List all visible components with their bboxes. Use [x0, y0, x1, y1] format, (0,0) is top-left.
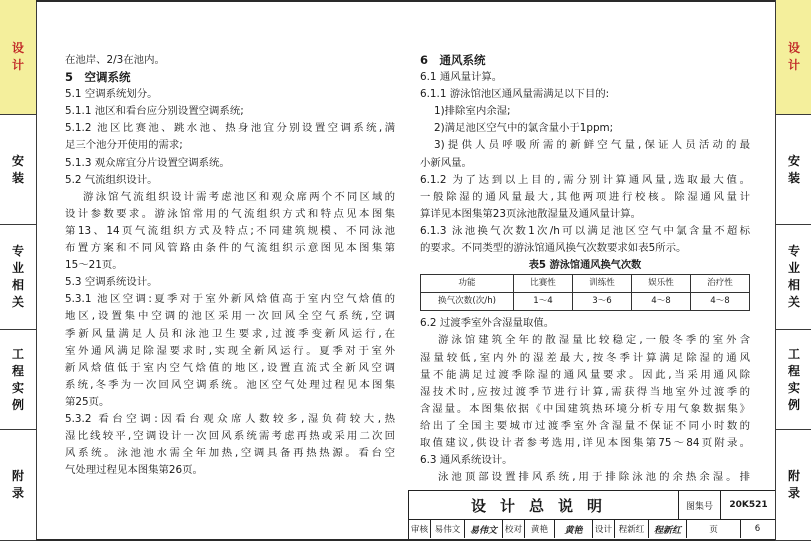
table-cell: 功能: [421, 275, 514, 293]
text-line: 5.1.1 池区和看台应分别设置空调系统;: [65, 105, 244, 118]
text-line: 风系统。泳池池水需全年加热,空调具备再热热源。看台空: [65, 447, 395, 460]
text-line: 算详见本图集第23页泳池散湿量及通风量计算。: [420, 207, 642, 220]
right-tab-3[interactable]: [776, 330, 811, 430]
titleblock-cell: 黄艳: [525, 520, 555, 538]
left-tab-4[interactable]: [0, 430, 36, 541]
text-line: 6.2 过渡季室外含湿量取值。: [420, 317, 555, 330]
right-text-column: [420, 52, 750, 486]
table-row: [421, 293, 750, 311]
atlas-number-label: 图集号: [679, 491, 721, 519]
right-tab-1[interactable]: [776, 115, 811, 225]
table-cell: 3～6: [573, 293, 632, 311]
text-line: 5.3.2 看台空调:因看台观众席人数较多,湿负荷较大,热: [65, 412, 395, 425]
text-line: 游泳馆建筑全年的散湿量比较稳定,一般冬季的室外含: [438, 334, 750, 347]
right-tab-strip: [775, 0, 811, 541]
tab-label: 工程实例: [787, 346, 800, 412]
titleblock-cell: 设计: [593, 520, 615, 538]
text-line: 量不能满足过渡季除湿的通风量要求。因此,当采用通风除: [420, 368, 750, 381]
tab-label: 安装: [787, 153, 800, 185]
text-line: 湿比线较平,空调设计一次回风系统需考虑再热或采用二次回: [65, 430, 395, 443]
left-tab-2[interactable]: [0, 225, 36, 330]
section-heading: 5 空调系统: [65, 70, 131, 85]
section-heading: 6 通风系统: [420, 53, 486, 67]
text-line: 在池岸、2/3在池内。: [65, 54, 165, 66]
tab-label: 专业相关: [787, 244, 800, 309]
table-cell: 1～4: [514, 293, 573, 311]
text-line: 5.1.2 池区比赛池、跳水池、热身池宜分别设置空调系统,满: [65, 122, 395, 135]
table-cell: 娱乐性: [632, 275, 691, 293]
text-line: 季新风量满足人员和泳池卫生要求,过渡季变新风运行,在: [65, 327, 395, 340]
signature: 易伟文: [465, 520, 503, 538]
right-tab-4[interactable]: [776, 430, 811, 541]
title-block: [408, 490, 775, 539]
text-line: 泳池顶部设置排风系统,用于排除泳池的余热余湿。排: [438, 471, 750, 484]
text-line: 6.1.3 泳池换气次数1次/h可以满足池区空气中氯含量不超标: [420, 224, 750, 237]
right-tab-0[interactable]: [776, 0, 811, 115]
text-line: 给出了全国主要城市过渡季室外含湿量不保证不同小时数的: [420, 419, 750, 432]
text-line: 5.3 空调系统设计。: [65, 276, 158, 289]
table-cell: 治疗性: [691, 275, 750, 293]
titleblock-cell: 程新红: [615, 520, 649, 538]
tab-label: 设计: [11, 41, 24, 72]
table5-title: 表5 游泳馆通风换气次数: [528, 260, 642, 272]
left-tab-1[interactable]: [0, 115, 36, 225]
tab-label: 附录: [11, 469, 24, 500]
text-line: 3)提供人员呼吸所需的新鲜空气量,保证人员活动的最: [434, 139, 750, 152]
text-line: 足三个池分开使用的需求;: [65, 139, 183, 152]
ventilation-rate-table: [420, 274, 750, 311]
text-line: 系统,冬季为一次回风空调系统。池区空气处理过程见本图集: [65, 378, 395, 391]
text-line: 设计参数要求。游泳馆常用的气流组织方式和特点见本图集: [65, 207, 395, 220]
left-text-column: [65, 52, 395, 479]
text-line: 6.3 通风系统设计。: [420, 454, 513, 467]
table-header-row: [421, 275, 750, 293]
text-line: 湿技术时,应按过渡季节进行计算,需获得当地室外过渡季的: [420, 385, 750, 398]
table-cell: 4～8: [691, 293, 750, 311]
text-line: 6.1.1 游泳馆池区通风量需满足以下目的:: [420, 88, 610, 101]
text-line: 含湿量。本图集依据《中国建筑热环境分析专用气象数据集》: [420, 402, 750, 415]
text-line: 5.1.3 观众席宜分片设置空调系统。: [65, 156, 230, 169]
table-cell: 换气次数(次/h): [421, 293, 514, 311]
atlas-number: 20K521: [729, 500, 768, 510]
table-cell: 比赛性: [514, 275, 573, 293]
text-line: 游泳馆气流组织设计需考虑池区和观众席两个不同区域的: [83, 190, 395, 203]
text-line: 地区,设置集中空调的池区采用一次回风全空气系统,空调: [65, 310, 395, 323]
signature: 程新红: [649, 520, 687, 538]
signature: 黄艳: [555, 520, 593, 538]
text-line: 气处理过程见本图集第26页。: [65, 464, 203, 477]
text-line: 湿量较低,室内外的湿差最大,按冬季计算满足除湿的通风: [420, 351, 750, 364]
table-cell: 4～8: [632, 293, 691, 311]
text-line: 2)满足池区空气中的氯含量小于1ppm;: [434, 122, 614, 135]
titleblock-cell: 6: [754, 524, 761, 534]
tab-label: 安装: [11, 153, 24, 185]
left-tab-0[interactable]: [0, 0, 36, 115]
text-line: 第25页。: [65, 395, 110, 408]
text-line: 取值建议,供设计者参考选用,详见本图集第75～84页附录。: [420, 436, 750, 449]
text-line: 5.2 气流组织设计。: [65, 173, 158, 186]
titleblock-cell: 校对: [503, 520, 525, 538]
left-tab-3[interactable]: [0, 330, 36, 430]
text-line: 室外通风满足除湿要求时,实现全新风运行。夏季对于室外: [65, 344, 395, 357]
titleblock-cell: 易伟文: [431, 520, 465, 538]
tab-label: 设计: [787, 41, 800, 72]
text-line: 6.1 通风量计算。: [420, 71, 503, 84]
text-line: 5.3.1 池区空调:夏季对于室外新风焓值高于室内空气焓值的: [65, 293, 395, 306]
titleblock-cell: 页: [687, 520, 741, 538]
text-line: 一般除湿的通风量最大,其他两项进行校核。除湿通风量计: [420, 190, 750, 203]
text-line: 5.1 空调系统划分。: [65, 88, 158, 101]
text-line: 的要求。不同类型的游泳馆通风换气次数要求如表5所示。: [420, 242, 687, 255]
titleblock-cell: 审核: [409, 520, 431, 538]
text-line: 第13、14页气流组织方式及特点;不同建筑规模、不同泳池: [65, 224, 395, 237]
text-line: 15～21页。: [65, 259, 123, 272]
drawing-title: 设计总说明: [409, 491, 679, 519]
text-line: 布置方案和不同风管路由条件的气流组织示意图见本图集第: [65, 242, 395, 255]
left-tab-strip: [0, 0, 37, 541]
tab-label: 专业相关: [11, 244, 24, 309]
text-line: 新风焓值低于室内空气焓值的地区,设置直流式全新风空调: [65, 361, 395, 374]
text-line: 小新风量。: [420, 156, 472, 169]
tab-label: 附录: [787, 469, 800, 500]
table-cell: 训练性: [573, 275, 632, 293]
tab-label: 工程实例: [11, 346, 24, 412]
text-line: 1)排除室内余湿;: [434, 105, 511, 118]
text-line: 6.1.2 为了达到以上目的,需分别计算通风量,选取最大值。: [420, 173, 750, 186]
right-tab-2[interactable]: [776, 225, 811, 330]
